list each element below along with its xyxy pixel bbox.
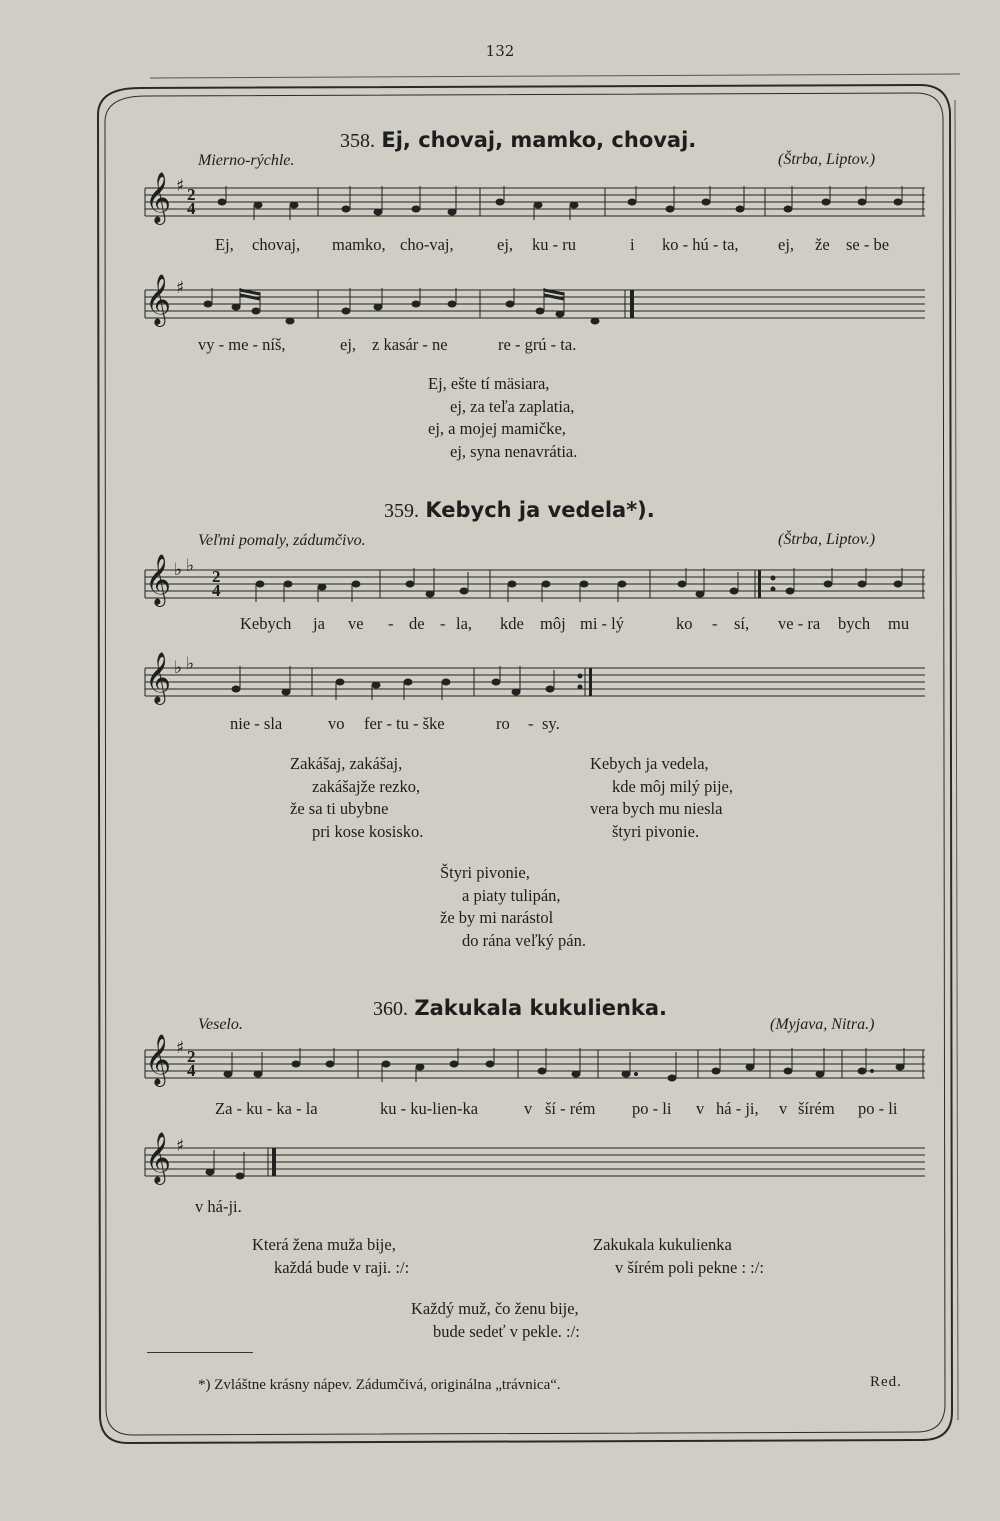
flat-icon: ♭ [174, 560, 183, 580]
footnote-marker: *). [626, 498, 655, 522]
time-signature: 2 4 [187, 185, 196, 218]
time-signature: 2 4 [212, 567, 221, 600]
flat-icon: ♭ [186, 556, 195, 576]
music-staff-358-2 [140, 274, 925, 332]
song-358-heading [340, 128, 696, 153]
sharp-icon: ♯ [176, 1038, 185, 1058]
verse-360-right: Zakukala kukulienka v šírém poli pekne : :/: [593, 1235, 764, 1277]
lyrics-359-line-1: Kebych ja ve - de - la, kde môj mi - lý ko - sí, ve - ra bych mu [240, 614, 910, 633]
treble-clef-icon: 𝄞 [145, 652, 172, 703]
treble-clef-icon: 𝄞 [145, 554, 172, 605]
page-number: 132 [485, 42, 515, 60]
verse-360-center: Každý muž, čo ženu bije, bude sedeť v pekle. :/: [411, 1299, 580, 1341]
verse-359-right: Kebych ja vedela, kde môj milý pije, vera bych mu niesla štyri pivonie. [590, 754, 733, 841]
verse-359-center: Štyri pivonie, a piaty tulipán, že by mi narástol do rána veľký pán. [440, 863, 586, 950]
origin-label: (Štrba, Liptov.) [778, 531, 876, 548]
sharp-icon: ♯ [176, 176, 185, 196]
music-staff-359-2 [140, 652, 925, 710]
footnote-rule [147, 1352, 253, 1353]
music-staff-360-2 [140, 1132, 925, 1190]
song-number: 360. [373, 998, 408, 1020]
lyrics-360-line-2: v há-ji. [195, 1197, 242, 1216]
origin-label: (Štrba, Liptov.) [778, 151, 876, 168]
verse-360-left: Která žena muža bije, každá bude v raji. :/: [252, 1235, 410, 1277]
footnote-signature: Red. [870, 1374, 902, 1390]
time-signature: 2 4 [187, 1047, 196, 1080]
song-title: Kebych ja vedela [425, 498, 627, 522]
music-staff-360-1 [140, 1034, 925, 1092]
verse-358: Ej, ešte tí mäsiara, ej, za teľa zaplatia, ej, a mojej mamičke, ej, syna nenavrátia. [428, 374, 578, 461]
lyrics-358-line-1: Ej, chovaj, mamko, cho-vaj, ej, ku - ru i ko - hú - ta, ej, že se - be [215, 235, 890, 254]
tempo-marking: Veselo. [198, 1016, 243, 1033]
flat-icon: ♭ [174, 658, 183, 678]
flat-icon: ♭ [186, 654, 195, 674]
lyrics-360-line-1: Za - ku - ka - la ku - ku-lien-ka v ší - rém po - li v há - ji, v šírém po - li [215, 1099, 898, 1118]
treble-clef-icon: 𝄞 [145, 1034, 172, 1085]
treble-clef-icon: 𝄞 [145, 1132, 172, 1183]
music-staff-359-1 [140, 554, 925, 612]
sharp-icon: ♯ [176, 278, 185, 298]
tempo-marking: Veľmi pomaly, zádumčivo. [198, 532, 366, 549]
song-359-heading [384, 498, 655, 523]
song-number: 358. [340, 130, 375, 152]
song-title: Ej, chovaj, mamko, chovaj. [381, 128, 697, 152]
music-staff-358-1 [140, 172, 925, 230]
footnote-text: *) Zvláštne krásny nápev. Zádumčivá, originálna „trávnica“. [198, 1377, 561, 1393]
sharp-icon: ♯ [176, 1136, 185, 1156]
tempo-marking: Mierno-rýchle. [198, 152, 295, 169]
song-number: 359. [384, 500, 419, 522]
origin-label: (Myjava, Nitra.) [770, 1016, 875, 1033]
verse-359-left: Zakášaj, zakášaj, zakášajže rezko, že sa ti ubybne pri kose kosisko. [290, 754, 424, 841]
treble-clef-icon: 𝄞 [145, 274, 172, 325]
treble-clef-icon: 𝄞 [145, 172, 172, 223]
lyrics-359-line-2: nie - sla vo fer - tu - ške ro - sy. [230, 714, 560, 733]
song-title: Zakukala kukulienka. [414, 996, 668, 1020]
lyrics-358-line-2: vy - me - níš, ej, z kasár - ne re - grú - ta. [198, 335, 577, 354]
song-360-heading [373, 996, 667, 1021]
